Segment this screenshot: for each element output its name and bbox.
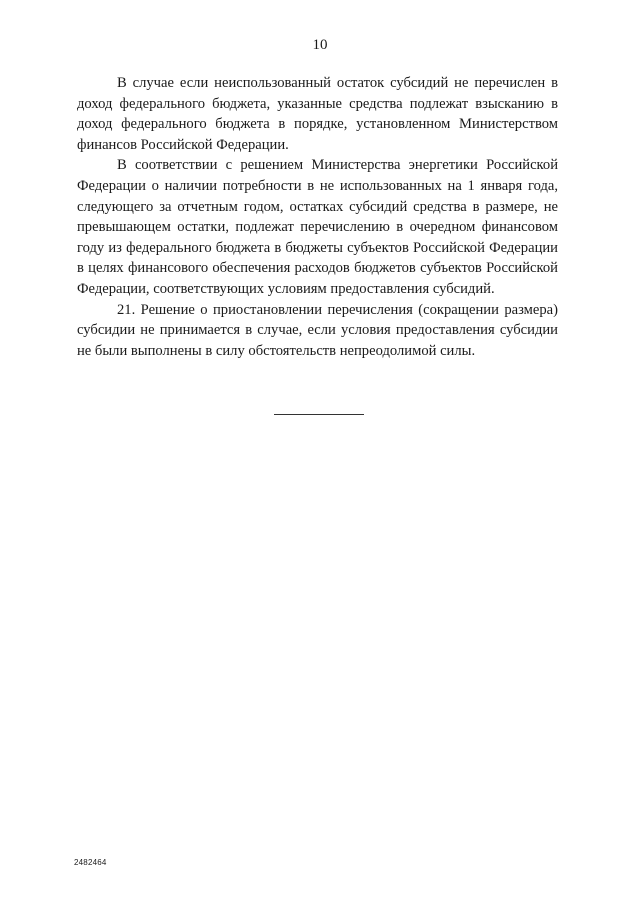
paragraph-21-force-majeure: 21. Решение о приостановлении перечисления (сокращении размера) субсидии не принимается в случае, если условия предоставления субсидии не были выполнены в силу обстоятельств непреодолимой силы. [77,301,558,359]
page-number: 10 [312,37,328,53]
paragraph-energy-ministry-decision: В соответствии с решением Министерства энергетики Российской Федерации о наличии потребности в не использованных на 1 января года, следующего за отчетным годом, остатках субсидий средства в размере, не превышающем остатки, подлежат перечислению в очередном финансовом году из федерального бюджета в бюджеты субъектов Российской Федерации в целях финансового обеспечения расходов бюджетов субъектов Российской Федерации, соответствующих условиям предоставления субсидий. [77,157,558,297]
closing-divider [274,414,364,415]
document-code: 2482464 [74,858,107,867]
document-body [77,73,558,361]
paragraph-unused-subsidy-recovery: В случае если неиспользованный остаток субсидий не перечислен в доход федерального бюджета, указанные средства подлежат взысканию в доход федерального бюджета в порядке, установленном Министерством финансов Российской Федерации. [77,75,558,153]
